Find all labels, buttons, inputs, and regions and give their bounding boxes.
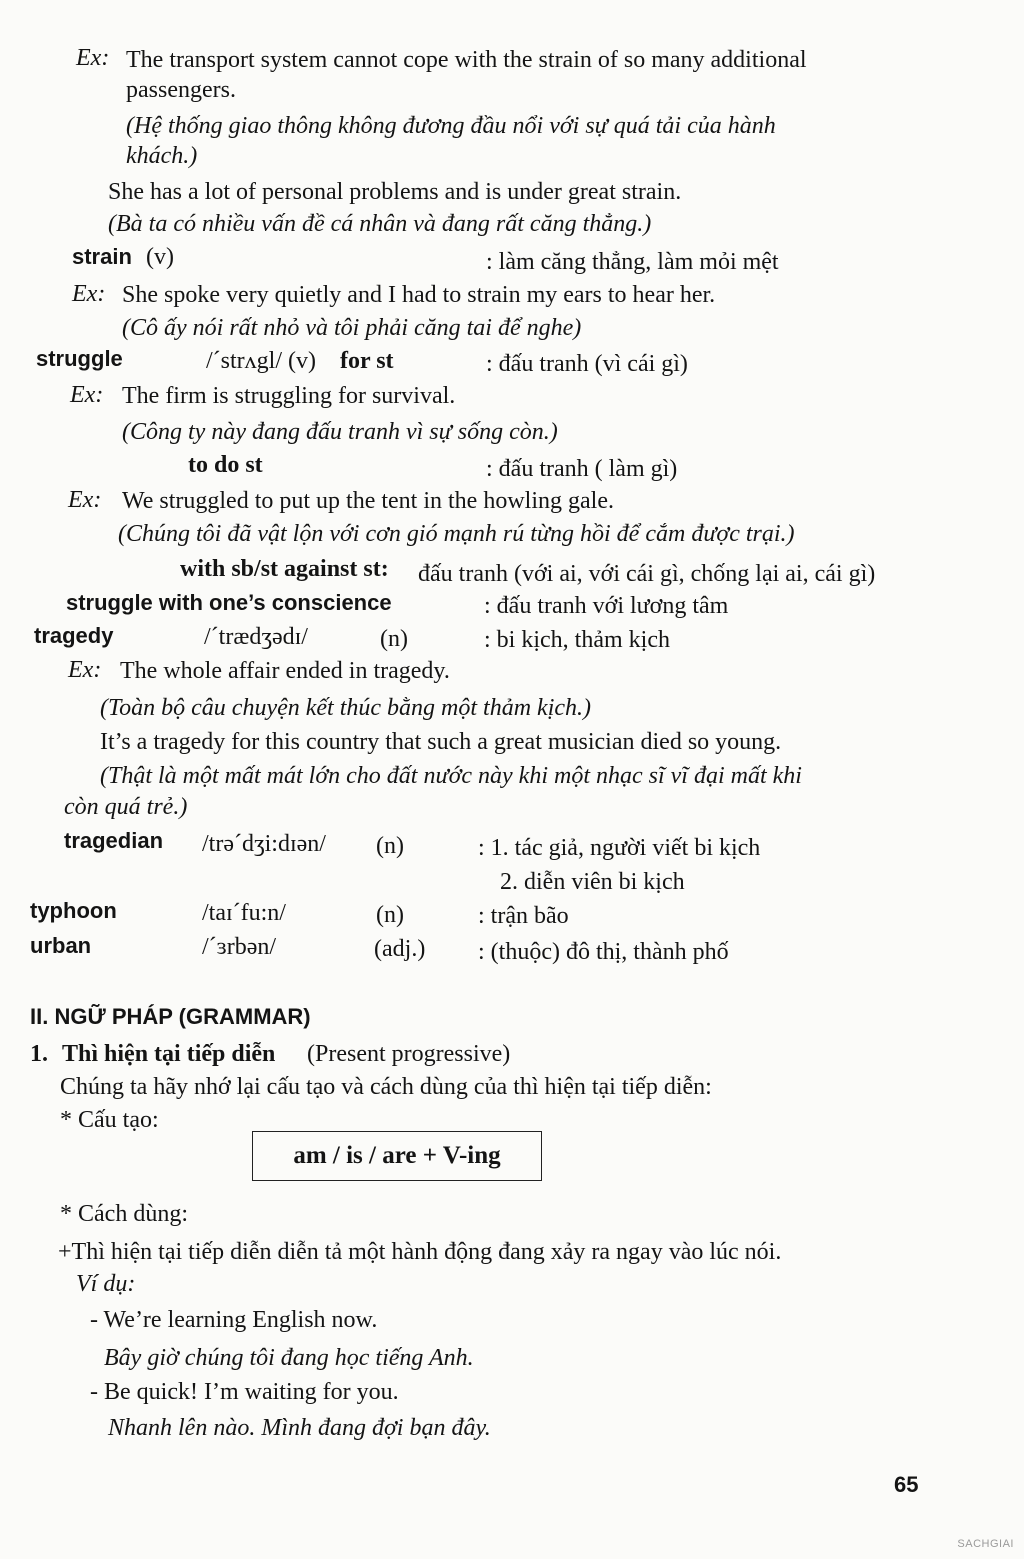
usage-label: * Cách dùng:	[60, 1201, 188, 1227]
formula-box	[252, 1131, 542, 1181]
example-translation: (Toàn bộ câu chuyện kết thúc bằng một thảm kịch.)	[100, 695, 592, 721]
collocation: for st	[340, 348, 394, 374]
example-text: The transport system cannot cope with the strain of so many additional	[126, 47, 807, 73]
example-text: We struggled to put up the tent in the howling gale.	[122, 488, 614, 514]
example-translation: (Cô ấy nói rất nhỏ và tôi phải căng tai để nghe)	[122, 315, 582, 341]
part-of-speech: (v)	[146, 244, 174, 270]
example-label: Ví dụ:	[76, 1271, 136, 1297]
example-translation: (Công ty này đang đấu tranh vì sự sống còn.)	[122, 419, 558, 445]
meaning: : trận bão	[478, 903, 569, 929]
example-text: passengers.	[126, 77, 236, 103]
headword: strain	[72, 244, 132, 269]
example-text: - We’re learning English now.	[90, 1307, 378, 1333]
example-text: It’s a tragedy for this country that such a great musician died so young.	[100, 729, 782, 755]
meaning: : đấu tranh (vì cái gì)	[486, 351, 688, 377]
meaning: : đấu tranh với lương tâm	[484, 593, 729, 619]
meaning: : đấu tranh ( làm gì)	[486, 456, 678, 482]
formula-text: am / is / are + V-ing	[293, 1142, 501, 1169]
subsection-subtitle: (Present progressive)	[307, 1041, 511, 1067]
headword: tragedy	[34, 623, 114, 648]
example-translation: (Thật là một mất mát lớn cho đất nước này khi một nhạc sĩ vĩ đại mất khi	[100, 763, 802, 789]
paragraph: Chúng ta hãy nhớ lại cấu tạo và cách dùng của thì hiện tại tiếp diễn:	[60, 1074, 712, 1100]
example-label: Ex:	[68, 657, 102, 683]
meaning: : làm căng thẳng, làm mỏi mệt	[486, 249, 779, 275]
meaning: 2. diễn viên bi kịch	[500, 869, 685, 895]
example-translation: khách.)	[126, 143, 198, 169]
example-translation: còn quá trẻ.)	[64, 794, 188, 820]
part-of-speech: (adj.)	[374, 936, 426, 962]
meaning: đấu tranh (với ai, với cái gì, chống lại ai, cái gì)	[418, 561, 876, 587]
watermark-logo: SACHGIAI	[957, 1537, 1014, 1550]
meaning: : bi kịch, thảm kịch	[484, 627, 670, 653]
usage-rule: +Thì hiện tại tiếp diễn diễn tả một hành động đang xảy ra ngay vào lúc nói.	[58, 1239, 782, 1265]
part-of-speech: (n)	[380, 626, 408, 652]
meaning: : 1. tác giả, người viết bi kịch	[478, 835, 761, 861]
example-text: The whole affair ended in tragedy.	[120, 658, 450, 684]
phonetic: /´strʌgl/ (v)	[206, 348, 316, 374]
example-label: Ex:	[72, 281, 106, 307]
page-number: 65	[894, 1472, 919, 1497]
example-label: Ex:	[68, 487, 102, 513]
example-text: She has a lot of personal problems and is under great strain.	[108, 179, 682, 205]
example-translation: (Hệ thống giao thông không đương đầu nổi với sự quá tải của hành	[126, 113, 776, 139]
example-translation: (Chúng tôi đã vật lộn với cơn gió mạnh rú từng hồi để cắm được trại.)	[118, 521, 795, 547]
example-translation: Bây giờ chúng tôi đang học tiếng Anh.	[104, 1345, 474, 1371]
collocation: to do st	[188, 452, 263, 478]
phonetic: /trə´dʒi:dɪən/	[202, 831, 326, 857]
phrase-headword: struggle with one’s conscience	[66, 590, 392, 615]
example-text: - Be quick! I’m waiting for you.	[90, 1379, 399, 1405]
example-text: She spoke very quietly and I had to strain my ears to hear her.	[122, 282, 716, 308]
example-label: Ex:	[76, 45, 110, 71]
subsection-title: Thì hiện tại tiếp diễn	[62, 1041, 276, 1067]
example-label: Ex:	[70, 382, 104, 408]
headword: typhoon	[30, 898, 117, 923]
subsection-number: 1.	[30, 1041, 48, 1067]
example-text: The firm is struggling for survival.	[122, 383, 456, 409]
phonetic: /´ɜrbən/	[202, 934, 277, 960]
structure-label: * Cấu tạo:	[60, 1107, 159, 1133]
part-of-speech: (n)	[376, 902, 404, 928]
section-heading: II. NGỮ PHÁP (GRAMMAR)	[30, 1004, 311, 1029]
part-of-speech: (n)	[376, 833, 404, 859]
headword: struggle	[36, 346, 123, 371]
example-translation: (Bà ta có nhiều vấn đề cá nhân và đang rất căng thẳng.)	[108, 211, 652, 237]
meaning: : (thuộc) đô thị, thành phố	[478, 939, 729, 965]
headword: urban	[30, 933, 92, 958]
phonetic: /´trædʒədɪ/	[204, 624, 308, 650]
example-translation: Nhanh lên nào. Mình đang đợi bạn đây.	[108, 1415, 491, 1441]
collocation: with sb/st against st:	[180, 556, 389, 582]
headword: tragedian	[64, 828, 164, 853]
phonetic: /taɪ´fu:n/	[202, 900, 286, 926]
